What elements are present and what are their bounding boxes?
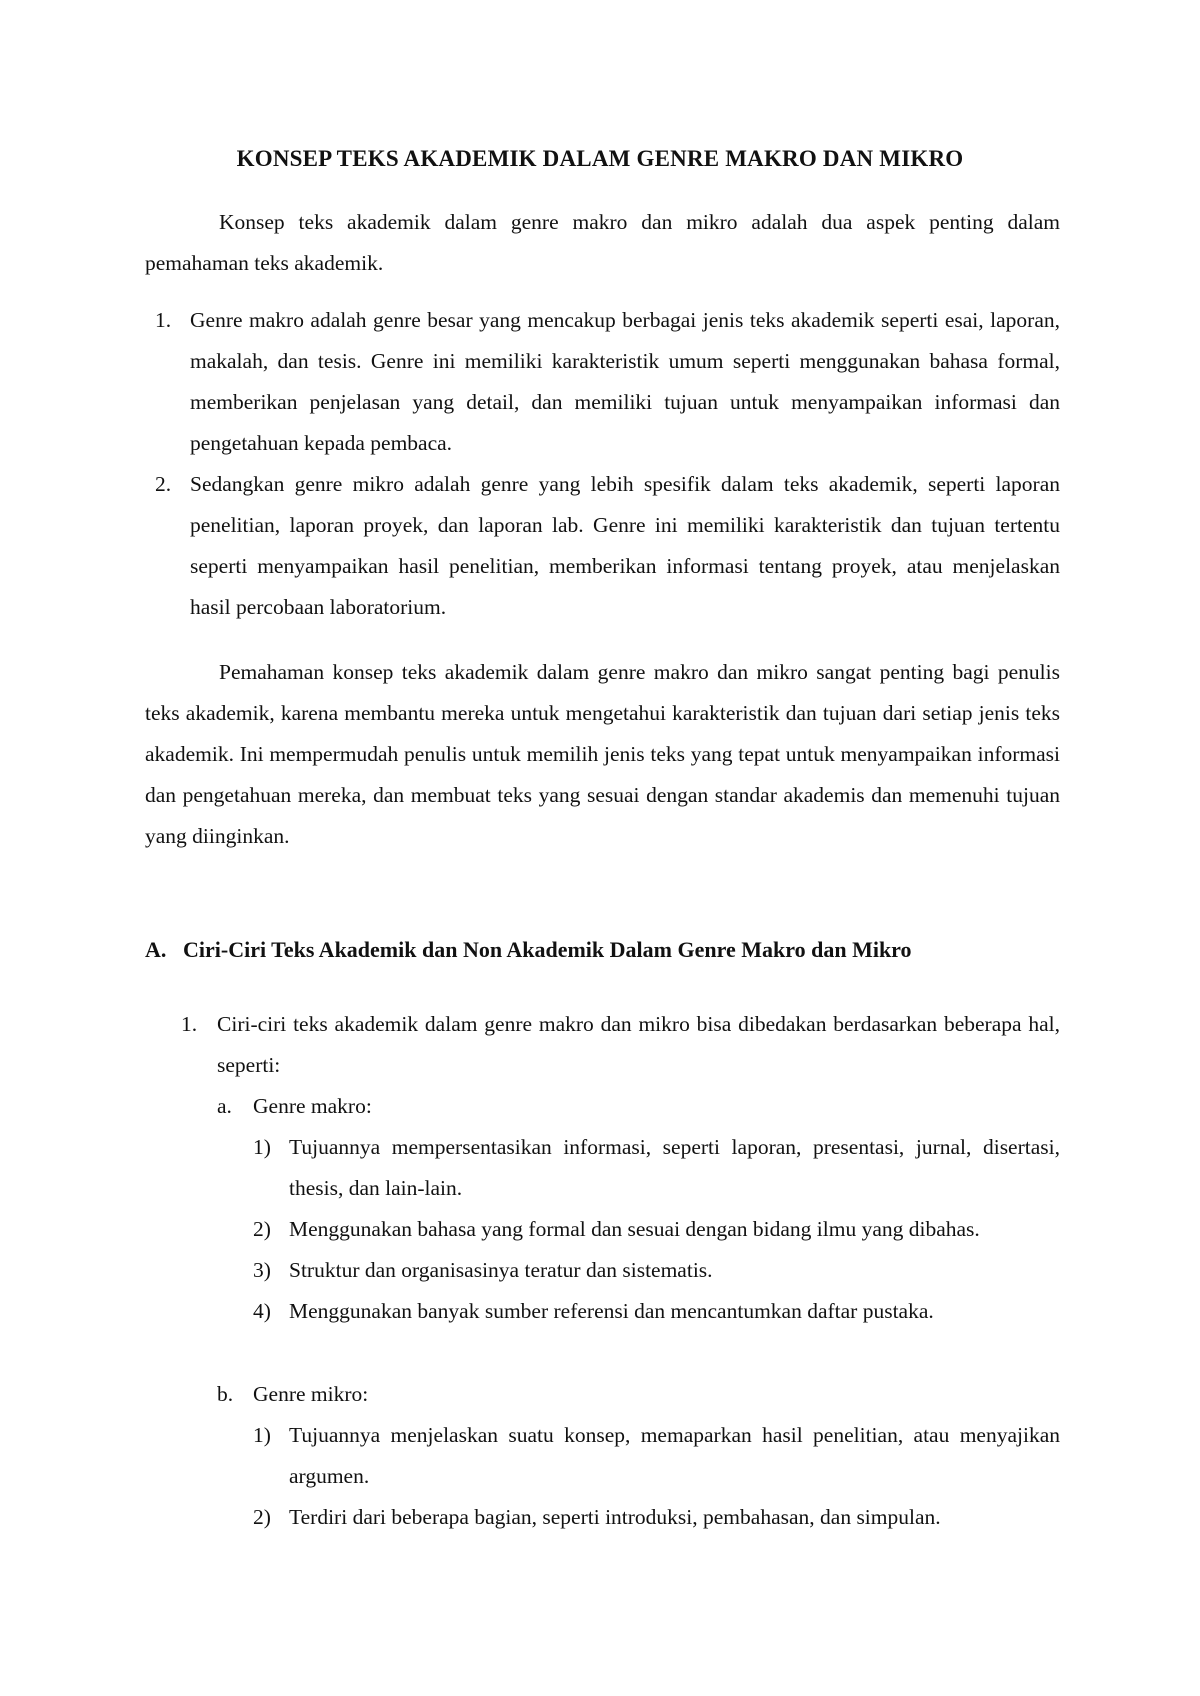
- list-item-number: 1.: [155, 308, 172, 332]
- sublist-label: a.: [217, 1094, 232, 1118]
- genre-mikro-list: [253, 1415, 1060, 1538]
- list-item-number: 1): [253, 1135, 271, 1159]
- point-text: Ciri-ciri teks akademik dalam genre makro dan mikro bisa dibedakan berdasarkan beberapa hal, seperti:: [217, 1012, 1060, 1077]
- list-item-number: 2): [253, 1217, 271, 1241]
- genre-makro-list: [253, 1127, 1060, 1332]
- list-item: [253, 1127, 1060, 1209]
- list-item-number: 4): [253, 1299, 271, 1323]
- list-item-text: Menggunakan bahasa yang formal dan sesuai dengan bidang ilmu yang dibahas.: [289, 1217, 980, 1241]
- section-title: Ciri-Ciri Teks Akademik dan Non Akademik Dalam Genre Makro dan Mikro: [183, 937, 912, 962]
- section-number: A.: [145, 937, 167, 962]
- list-item: [253, 1250, 1060, 1291]
- point-number: 1.: [181, 1012, 198, 1036]
- list-item-text: Menggunakan banyak sumber referensi dan mencantumkan daftar pustaka.: [289, 1299, 934, 1323]
- list-item-number: 2.: [155, 472, 172, 496]
- document-title: KONSEP TEKS AKADEMIK DALAM GENRE MAKRO DAN MIKRO: [236, 146, 964, 171]
- list-item-number: 2): [253, 1505, 271, 1529]
- list-item-text: Struktur dan organisasinya teratur dan sistematis.: [289, 1258, 713, 1282]
- sublist-title: Genre mikro:: [253, 1382, 369, 1406]
- list-item: [253, 1291, 1060, 1332]
- section-heading: [145, 937, 1060, 963]
- body-paragraph: Pemahaman konsep teks akademik dalam genre makro dan mikro sangat penting bagi penulis teks akademik, karena membantu mereka untuk mengetahui karakteristik dan tujuan dari setiap jenis teks akademik. Ini mempermudah penulis untuk memilih jenis teks yang tepat untuk menyampaikan informasi dan pengetahuan mereka, dan membuat teks yang sesuai dengan standar akademis dan memenuhi tujuan yang diinginkan.: [145, 660, 1060, 848]
- list-item-text: Tujuannya mempersentasikan informasi, seperti laporan, presentasi, jurnal, disertasi, thesis, dan lain-lain.: [289, 1135, 1060, 1200]
- list-item-number: 1): [253, 1423, 271, 1447]
- list-item: [253, 1209, 1060, 1250]
- list-item-text: Genre makro adalah genre besar yang mencakup berbagai jenis teks akademik seperti esai, laporan, makalah, dan tesis. Genre ini memiliki karakteristik umum seperti menggunakan bahasa formal, memberikan penjelasan yang detail, dan memiliki tujuan untuk menyampaikan informasi dan pengetahuan kepada pembaca.: [190, 308, 1060, 455]
- point-1: [181, 1004, 1060, 1086]
- list-item-text: Terdiri dari beberapa bagian, seperti introduksi, pembahasan, dan simpulan.: [289, 1505, 941, 1529]
- list-item: [145, 464, 1060, 628]
- sublist-title: Genre makro:: [253, 1094, 372, 1118]
- sublist-label: b.: [217, 1382, 234, 1406]
- intro-list: [145, 300, 1060, 628]
- list-item-text: Sedangkan genre mikro adalah genre yang lebih spesifik dalam teks akademik, seperti laporan penelitian, laporan proyek, dan laporan lab. Genre ini memiliki karakteristik dan tujuan tertentu seperti menyampaikan hasil penelitian, memberikan informasi tentang proyek, atau menjelaskan hasil percobaan laboratorium.: [190, 472, 1060, 619]
- list-item-number: 3): [253, 1258, 271, 1282]
- intro-paragraph: Konsep teks akademik dalam genre makro dan mikro adalah dua aspek penting dalam pemahaman teks akademik.: [145, 210, 1060, 275]
- list-item: [253, 1415, 1060, 1497]
- genre-makro-heading: [217, 1086, 1060, 1127]
- genre-mikro-heading: [217, 1374, 1060, 1415]
- list-item: [253, 1497, 1060, 1538]
- list-item: [145, 300, 1060, 464]
- list-item-text: Tujuannya menjelaskan suatu konsep, memaparkan hasil penelitian, atau menyajikan argumen.: [289, 1423, 1060, 1488]
